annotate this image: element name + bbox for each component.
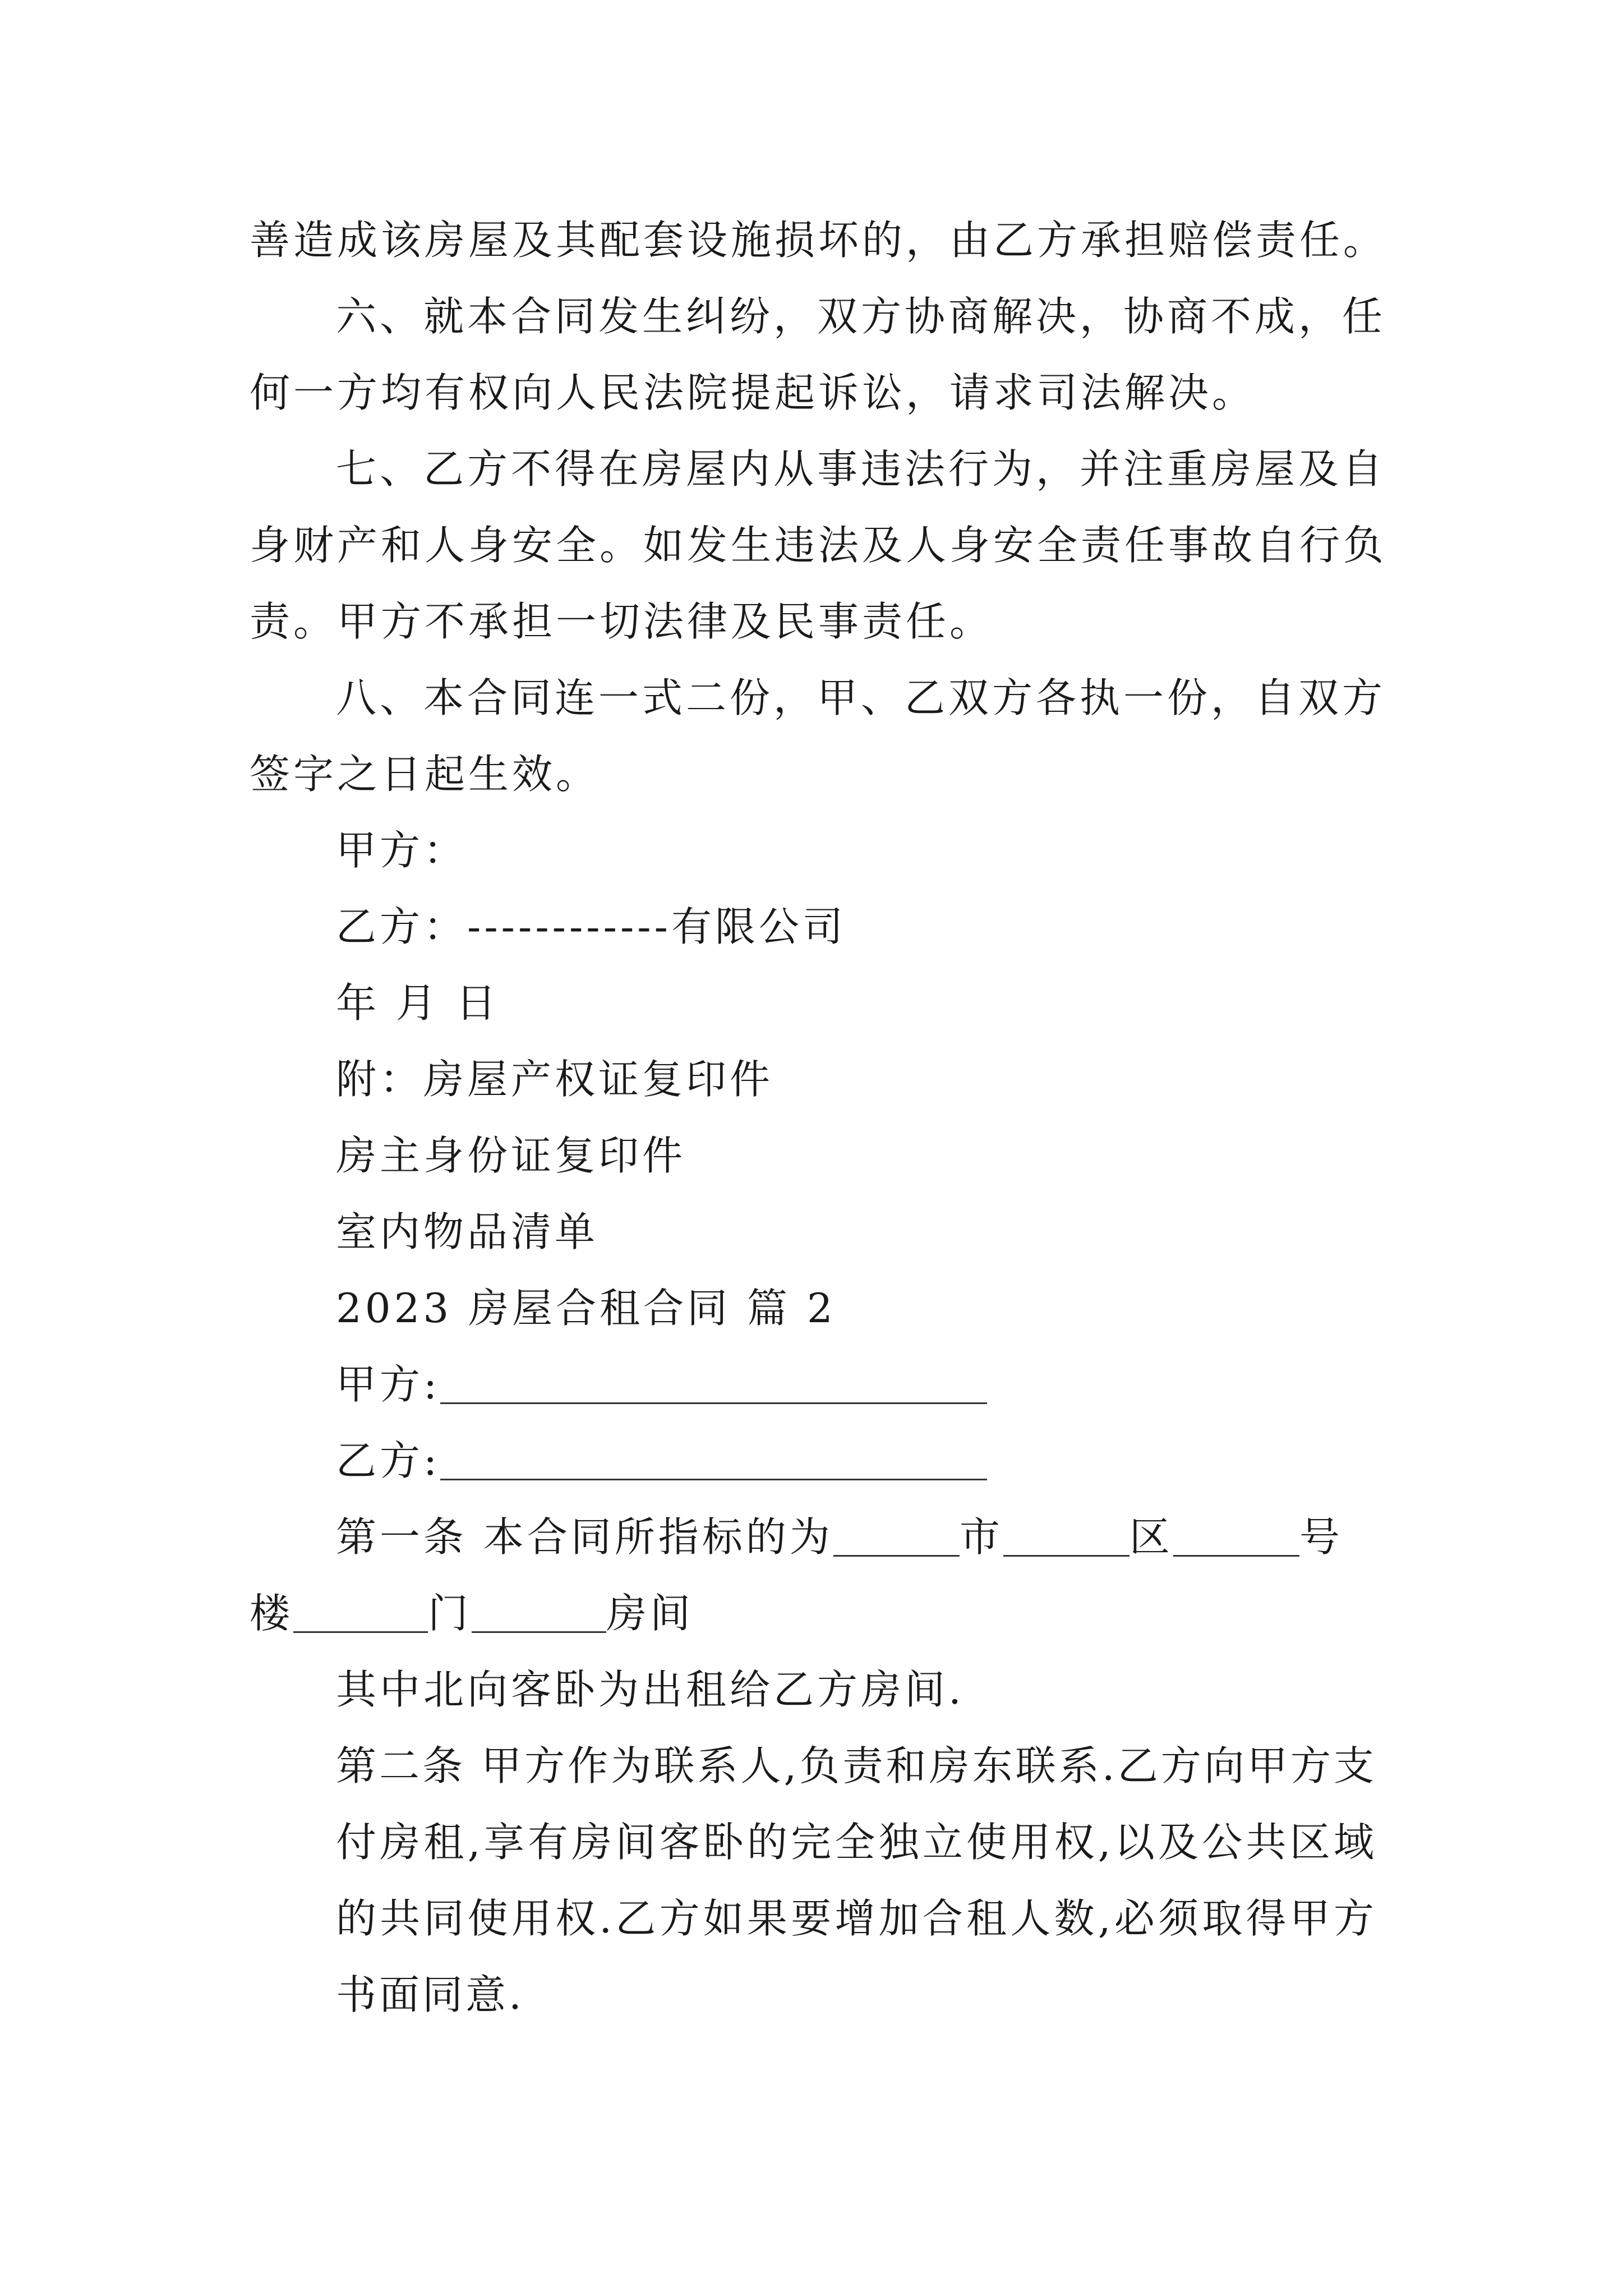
text-line: 责。甲方不承担一切法律及民事责任。 [250,598,994,645]
attachment-2: 房主身份证复印件 [336,1132,686,1179]
party-b-label: 乙方: [336,1437,441,1484]
district-label: 区 [1129,1513,1173,1561]
number-label: 号 [1299,1513,1343,1561]
text-line: 身财产和人身安全。如发生违法及人身安全责任事故自行负 [250,522,1387,569]
attachment-3: 室内物品清单 [336,1208,599,1255]
city-blank [833,1515,960,1557]
signature-date: 年 月 日 [336,979,500,1027]
text-line: 善造成该房屋及其配套设施损坏的，由乙方承担赔偿责任。 [250,217,1387,264]
district-blank [1003,1515,1129,1557]
party-b-signature: 乙方：------------有限公司 [336,903,846,950]
unit-blank [472,1591,606,1633]
building-label: 楼 [250,1590,294,1637]
room-label: 房间 [606,1590,694,1637]
party-a-signature: 甲方： [336,827,468,874]
article-one-line-1 [250,1499,1377,1575]
clause-eight: 八、本合同连一式二份，甲、乙双方各执一份，自双方 [336,674,1386,721]
text-line: 签字之日起生效。 [250,751,600,798]
party-b-blank [440,1438,987,1480]
party-a-blank [440,1362,987,1404]
party-b-field [250,1423,1377,1499]
room-description: 其中北向客卧为出租给乙方房间. [336,1666,965,1713]
clause-six: 六、就本合同发生纠纷，双方协商解决，协商不成，任 [336,293,1386,340]
city-label: 市 [959,1513,1003,1561]
text-line: 何一方均有权向人民法院提起诉讼，请求司法解决。 [250,369,1256,416]
article-one-text: 第一条 本合同所指标的为 [336,1513,833,1561]
article-two: 第二条 甲方作为联系人,负责和房东联系.乙方向甲方支付房租,享有房间客卧的完全独立使用权,以及公共区域的共同使用权.乙方如果要增加合租人数,必须取得甲方书面同意. [336,1742,1377,2018]
building-blank [293,1591,428,1633]
attachment-1: 附：房屋产权证复印件 [336,1056,774,1103]
clause-seven: 七、乙方不得在房屋内从事违法行为，并注重房屋及自 [336,445,1386,493]
number-blank [1173,1515,1299,1557]
party-a-field [250,1346,1377,1423]
article-one-line-2 [250,1575,1377,1651]
document-body [250,202,1387,2033]
unit-label: 门 [428,1590,472,1637]
section-title: 2023 房屋合租合同 篇 2 [336,1285,836,1332]
party-a-label: 甲方: [336,1361,441,1408]
